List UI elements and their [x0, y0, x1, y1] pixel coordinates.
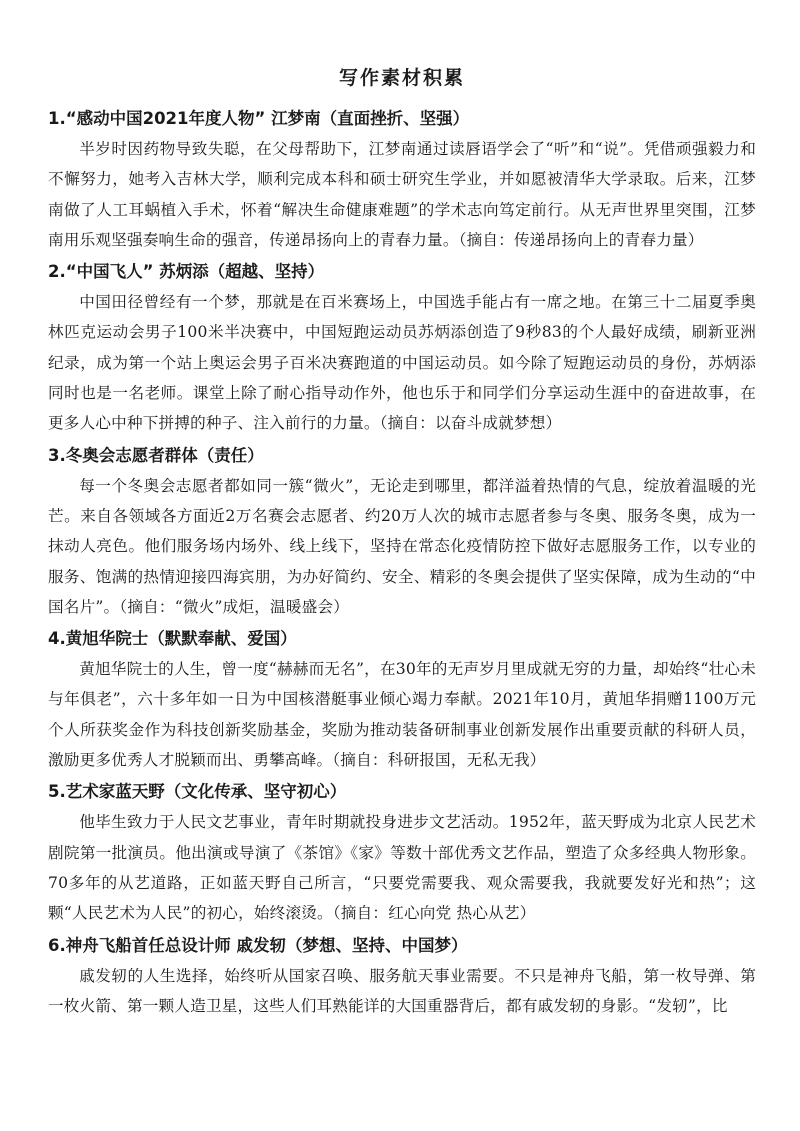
section-heading: 5.艺术家蓝天野（文化传承、坚守初心） — [48, 782, 347, 802]
section-heading: 2.“中国飞人” 苏炳添（超越、坚持） — [48, 262, 325, 282]
section-body: 黄旭华院士的人生，曾一度“赫赫而无名”，在30年的无声岁月里成就无穷的力量，却始终“壮心未与年俱老”，六十多年如一日为中国核潜艇事业倾心竭力奉献。2021年10月，黄旭华捐赠1100万元个人所获奖金作为科技创新奖励基金，奖励为推动装备研制事业创新发展作出重要贡献的科研人员，激励更多优秀人才脱颖而出、勇攀高峰。（摘自：科研报国，无私无我） — [48, 660, 756, 770]
section-6 — [48, 931, 756, 1022]
section-heading: 3.冬奥会志愿者群体（责任） — [48, 445, 264, 465]
section-1 — [48, 104, 756, 255]
section-heading: 1.“感动中国2021年度人物” 江梦南（直面挫折、坚强） — [48, 109, 470, 128]
section-body: 中国田径曾经有一个梦，那就是在百米赛场上，中国选手能占有一席之地。在第三十二届夏季奥林匹克运动会男子100米半决赛中，中国短跑运动员苏炳添创造了9秒83的个人最好成绩，刷新亚洲纪录，成为第一个站上奥运会男子百米决赛跑道的中国运动员。如今除了短跑运动员的身份，苏炳添同时也是一名老师。课堂上除了耐心指导动作外，他也乐于和同学们分享运动生涯中的奋进故事，在更多人心中种下拼搏的种子、注入前行的力量。（摘自：以奋斗成就梦想） — [48, 293, 756, 433]
section-2 — [48, 257, 756, 438]
section-4 — [48, 624, 756, 775]
section-3 — [48, 441, 756, 622]
section-heading: 6.神舟飞船首任总设计师 戚发轫（梦想、坚持、中国梦） — [48, 935, 468, 955]
section-body: 他毕生致力于人民文艺事业，青年时期就投身进步文艺活动。1952年，蓝天野成为北京人民艺术剧院第一批演员。他出演或导演了《茶馆》《家》等数十部优秀文艺作品，塑造了众多经典人物形象。70多年的从艺道路，正如蓝天野自己所言，“只要党需要我、观众需要我，我就要发好光和热”；这颗“人民艺术为人民”的初心，始终滚烫。（摘自：红心向党 热心从艺） — [48, 813, 756, 923]
section-body: 戚发轫的人生选择，始终听从国家召唤、服务航天事业需要。不只是神舟飞船，第一枚导弹、第一枚火箭、第一颗人造卫星，这些人们耳熟能详的大国重器背后，都有戚发轫的身影。“发轫”，比 — [48, 966, 756, 1015]
page-title: 写作素材积累 — [338, 67, 465, 89]
section-5 — [48, 777, 756, 928]
section-body: 每一个冬奥会志愿者都如同一簇“微火”，无论走到哪里，都洋溢着热情的气息，绽放着温暖的光芒。来自各领域各方面近2万名赛会志愿者、约20万人次的城市志愿者参与冬奥、服务冬奥，成为一抹动人亮色。他们服务场内场外、线上线下，坚持在常态化疫情防控下做好志愿服务工作，以专业的服务、饱满的热情迎接四海宾朋，为办好简约、安全、精彩的冬奥会提供了坚实保障，成为生动的“中国名片”。（摘自：“微火”成炬，温暖盛会） — [48, 476, 756, 616]
section-heading: 4.黄旭华院士（默默奉献、爱国） — [48, 629, 297, 649]
section-body: 半岁时因药物导致失聪，在父母帮助下，江梦南通过读唇语学会了“听”和“说”。凭借顽强毅力和不懈努力，她考入吉林大学，顺利完成本科和硕士研究生学业，并如愿被清华大学录取。后来，江梦南做了人工耳蜗植入手术，怀着“解决生命健康难题”的学术志向笃定前行。从无声世界里突围，江梦南用乐观坚强奏响生命的强音，传递昂扬向上的青春力量。（摘自：传递昂扬向上的青春力量） — [48, 140, 756, 249]
